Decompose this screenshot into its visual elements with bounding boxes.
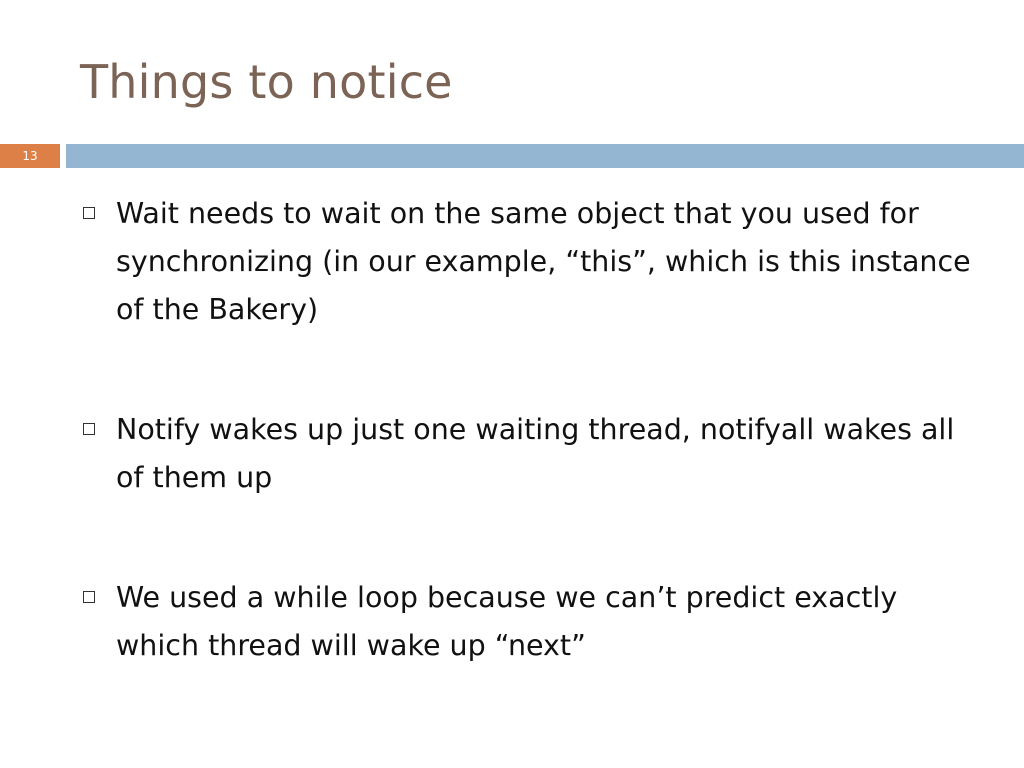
header-accent-band [66,144,1024,168]
title-rule-bar [0,144,1024,168]
bullet-text: We used a while loop because we can’t predict exactly which thread will wake up “next” [116,581,898,662]
bullet-item [80,406,980,502]
hollow-square-bullet-icon [83,423,95,435]
bullet-list [80,190,980,670]
hollow-square-bullet-icon [83,591,95,603]
bullet-text: Notify wakes up just one waiting thread, notifyall wakes all of them up [116,413,955,494]
hollow-square-bullet-icon [83,207,95,219]
slide-number-badge: 13 [0,144,60,168]
bullet-text: Wait needs to wait on the same object that you used for synchronizing (in our example, “this”, which is this instance of the Bakery) [116,197,971,326]
slide-title: Things to notice [80,55,453,109]
bullet-item [80,574,980,670]
bullet-item [80,190,980,334]
